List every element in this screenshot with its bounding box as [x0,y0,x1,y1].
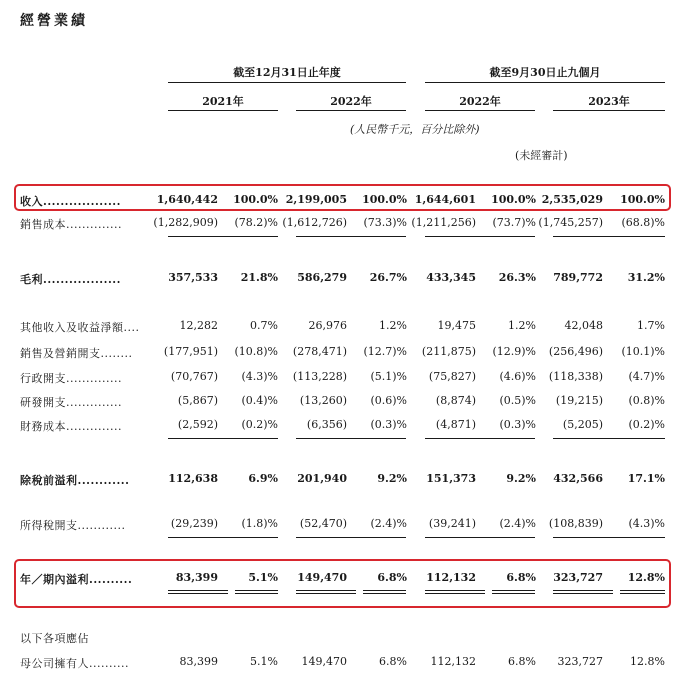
subtotal-rule [296,236,406,237]
table-row-revenue [0,193,693,209]
row-label: 研發開支.............. [20,396,122,409]
unaudited-note: (未經審計) [515,149,568,162]
table-row-rnd-expenses [0,394,693,410]
table-row-profit-before-tax [0,472,693,488]
year-header-rule [296,110,406,111]
cell-value: 149,470 [297,571,347,584]
cell-percent: (0.4)% [241,394,278,407]
cell-value: 201,940 [297,472,347,485]
row-label: 所得稅開支............ [20,519,126,532]
double-rule [553,590,613,594]
cell-percent: 6.8% [377,571,407,584]
row-label: 毛利.................. [20,273,121,286]
table-row-selling-expenses [0,345,693,361]
cell-percent: (5.1)% [370,370,407,383]
cell-percent: (12.9)% [492,345,536,358]
subtotal-rule [168,438,278,439]
subtotal-rule [168,236,278,237]
cell-value: (5,205) [562,418,603,431]
cell-percent: (4.6)% [499,370,536,383]
cell-percent: (0.3)% [499,418,536,431]
row-label: 行政開支.............. [20,372,122,385]
cell-value: (4,871) [435,418,476,431]
cell-percent: (10.8)% [234,345,278,358]
cell-percent: (0.2)% [628,418,665,431]
cell-value: (75,827) [428,370,476,383]
subtotal-rule [296,537,406,538]
cell-value: 1,644,601 [414,193,476,206]
cell-percent: 5.1% [248,571,278,584]
cell-percent: 100.0% [233,193,278,206]
cell-value: 112,132 [426,571,476,584]
double-rule [425,590,485,594]
cell-value: (29,239) [170,517,218,530]
cell-value: 1,640,442 [156,193,218,206]
cell-value: (13,260) [299,394,347,407]
subtotal-rule [553,438,665,439]
cell-value: (113,228) [292,370,347,383]
year-header: 2022年 [330,95,372,108]
cell-percent: (2.4)% [370,517,407,530]
table-row-income-tax [0,517,693,533]
cell-percent: (0.5)% [499,394,536,407]
cell-percent: 100.0% [362,193,407,206]
row-label: 銷售成本.............. [20,218,122,231]
year-header: 2022年 [459,95,501,108]
row-label: 收入.................. [20,195,121,208]
row-label: 年／期內溢利.......... [20,573,133,586]
cell-percent: 21.8% [240,271,278,284]
cell-percent: (73.7)% [492,216,536,229]
group-header-rule [425,82,665,83]
cell-percent: (10.1)% [621,345,665,358]
cell-value: 151,373 [426,472,476,485]
cell-value: (52,470) [299,517,347,530]
cell-value: 2,535,029 [541,193,603,206]
cell-percent: (78.2)% [234,216,278,229]
cell-percent: 6.9% [248,472,278,485]
cell-value: (108,839) [548,517,603,530]
cell-percent: 12.8% [630,655,665,668]
cell-value: (177,951) [163,345,218,358]
subtotal-rule [168,537,278,538]
cell-value: (1,745,257) [538,216,603,229]
cell-percent: 17.1% [627,472,665,485]
cell-percent: 100.0% [620,193,665,206]
table-row-other-income [0,319,693,335]
table-row-admin-expenses [0,370,693,386]
table-row-owners-of-parent [0,655,693,671]
cell-percent: 9.2% [506,472,536,485]
subtotal-rule [425,236,535,237]
subtotal-rule [553,236,665,237]
double-rule [363,590,406,594]
row-label: 除稅前溢利............ [20,474,130,487]
subtotal-rule [296,438,406,439]
cell-value: (1,612,726) [282,216,347,229]
cell-percent: (68.8)% [621,216,665,229]
cell-percent: (0.3)% [370,418,407,431]
cell-value: (39,241) [428,517,476,530]
cell-value: 323,727 [557,655,603,668]
cell-value: 149,470 [301,655,347,668]
cell-value: 83,399 [179,655,218,668]
table-row-gross-profit [0,271,693,287]
table-row-attributable-header [0,630,693,646]
cell-value: 12,282 [179,319,218,332]
group-header-nine-months: 截至9月30日止九個月 [489,66,601,79]
cell-percent: (4.3)% [628,517,665,530]
cell-percent: 1.2% [508,319,536,332]
cell-percent: (73.3)% [363,216,407,229]
cell-percent: 1.2% [379,319,407,332]
subtotal-rule [425,438,535,439]
cell-value: 26,976 [308,319,347,332]
year-header: 2021年 [202,95,244,108]
cell-value: (118,338) [548,370,603,383]
row-label: 以下各項應佔 [20,632,89,645]
cell-percent: (4.3)% [241,370,278,383]
page-title: 經營業績 [20,13,88,29]
cell-value: (256,496) [548,345,603,358]
double-rule [235,590,278,594]
cell-percent: (12.7)% [363,345,407,358]
row-label: 銷售及營銷開支........ [20,347,133,360]
cell-percent: 12.8% [627,571,665,584]
cell-percent: (1.8)% [241,517,278,530]
cell-value: (1,282,909) [153,216,218,229]
group-header-rule [168,82,406,83]
cell-value: 357,533 [168,271,218,284]
year-header-rule [425,110,535,111]
cell-percent: 9.2% [377,472,407,485]
cell-value: 432,566 [553,472,603,485]
cell-percent: 5.1% [250,655,278,668]
double-rule [168,590,228,594]
cell-percent: 1.7% [637,319,665,332]
cell-value: (70,767) [170,370,218,383]
table-row-cost-of-sales [0,216,693,232]
cell-percent: 31.2% [627,271,665,284]
cell-percent: (0.2)% [241,418,278,431]
cell-value: (1,211,256) [411,216,476,229]
cell-percent: 6.8% [508,655,536,668]
table-row-finance-costs [0,418,693,434]
double-rule [492,590,535,594]
year-header-rule [168,110,278,111]
group-header-fiscal-year: 截至12月31日止年度 [233,66,341,79]
cell-value: (5,867) [177,394,218,407]
cell-value: (8,874) [435,394,476,407]
cell-value: 19,475 [437,319,476,332]
row-label: 母公司擁有人.......... [20,657,129,670]
cell-value: 789,772 [553,271,603,284]
cell-value: 586,279 [297,271,347,284]
cell-percent: 6.8% [506,571,536,584]
double-rule [620,590,665,594]
cell-percent: 26.3% [498,271,536,284]
cell-value: 2,199,005 [285,193,347,206]
cell-percent: 26.7% [369,271,407,284]
cell-value: (2,592) [177,418,218,431]
year-header-rule [553,110,665,111]
unit-note: (人民幣千元，百分比除外) [350,123,480,136]
cell-value: 83,399 [175,571,218,584]
cell-percent: 100.0% [491,193,536,206]
cell-value: (211,875) [421,345,476,358]
cell-value: 323,727 [553,571,603,584]
cell-percent: (2.4)% [499,517,536,530]
cell-value: (6,356) [306,418,347,431]
cell-value: (19,215) [555,394,603,407]
year-header: 2023年 [588,95,630,108]
cell-percent: (4.7)% [628,370,665,383]
double-rule [296,590,356,594]
subtotal-rule [553,537,665,538]
cell-percent: 0.7% [250,319,278,332]
subtotal-rule [425,537,535,538]
cell-percent: (0.8)% [628,394,665,407]
row-label: 財務成本.............. [20,420,122,433]
table-row-profit-for-period [0,571,693,587]
cell-value: 42,048 [564,319,603,332]
cell-percent: (0.6)% [370,394,407,407]
cell-value: 112,132 [430,655,476,668]
cell-value: 112,638 [168,472,218,485]
cell-percent: 6.8% [379,655,407,668]
row-label: 其他收入及收益淨額.... [20,321,140,334]
cell-value: 433,345 [426,271,476,284]
cell-value: (278,471) [292,345,347,358]
